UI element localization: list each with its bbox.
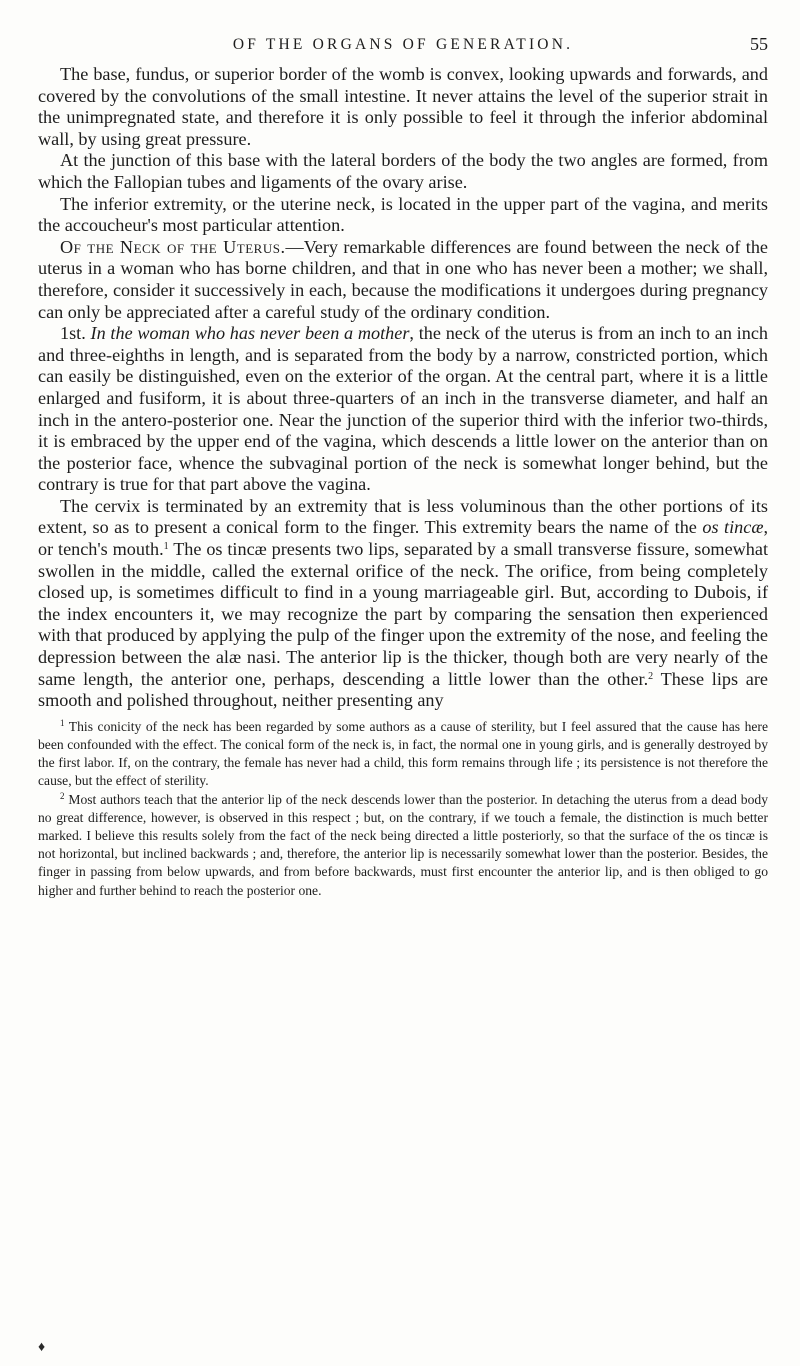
paragraph-text: , or tench's mouth. <box>38 517 769 560</box>
body-text <box>38 64 768 712</box>
footnote-ref-2: 2 <box>648 670 654 682</box>
enumeration: 1st. <box>60 323 91 344</box>
running-head <box>38 30 768 64</box>
paragraph-text: , the neck of the uterus is from an inch to an inch and three-eighths in length, and is separated from the body by a narrow, constricted portion, which can easily be distinguished, even on the exterior of the organ. At the central part, where it is a little enlarged and fusiform, it is about three-quarters of an inch in the transverse diameter, and half an inch in the antero-posterior one. Near the junction of the superior third with the inferior two-thirds, it is embraced by the upper end of the vagina, which descends a little lower on the anterior than on the posterior face, whence the subvaginal portion of the neck is somewhat longer behind, but the contrary is true for that part above the vagina. <box>38 323 768 495</box>
section-heading: Of the Neck of the Uterus. <box>60 236 286 257</box>
paragraph-inferior-extremity: The inferior extremity, or the uterine neck, is located in the upper part of the vagina, and merits the accoucheur's most particular attention. <box>38 193 768 236</box>
italic-term: os tincæ <box>702 517 764 538</box>
paragraph-never-mother <box>38 323 768 496</box>
footnote-mark: 2 <box>60 790 65 801</box>
paragraph-text: These lips are smooth and polished throughout, neither presenting any <box>38 668 769 711</box>
running-title: OF THE ORGANS OF GENERATION. <box>232 36 574 53</box>
footnote-2 <box>38 791 768 900</box>
footnote-ref-1: 1 <box>163 541 169 553</box>
diamond-mark-icon: ♦ <box>38 1340 46 1355</box>
book-page <box>38 30 768 900</box>
paragraph-fundus: The base, fundus, or superior border of the womb is convex, looking upwards and forwards, and covered by the convolutions of the small intestine. It never attains the level of the superior strait in the unimpregnated state, and therefore it is only possible to feel it through the inferior abdominal wall, by using great pressure. <box>38 64 768 149</box>
paragraph-text: The cervix is terminated by an extremity that is less voluminous than the other portions of its extent, so as to present a conical form to the finger. This extremity bears the name of the <box>38 495 768 538</box>
paragraph-text: The os tincæ presents two lips, separated by a small transverse fissure, somewhat swollen in the middle, called the external orifice of the neck. The orifice, from being completely closed up, is sometimes difficult to find in a young marriageable girl. But, according to Dubois, if the index encounters it, we may recognize the part by comparing the sensation then experienced with that produced by applying the pulp of the finger upon the extremity of the nose, and feeling the depression between the alæ nasi. The anterior lip is the thicker, though both are very nearly of the same length, the anterior one, perhaps, descending a little lower than the other. <box>38 539 768 689</box>
paragraph-text: —Very remarkable differences are found between the neck of the uterus in a woman who has borne children, and that in one who has never been a mother; we shall, therefore, consider it successively in each, because the modifications it undergoes during pregnancy can only be appreciated after a careful study of the ordinary condition. <box>38 236 768 322</box>
italic-phrase: In the woman who has never been a mother <box>90 323 410 344</box>
footnote-1 <box>38 718 768 791</box>
paragraph-neck-of-uterus <box>38 237 768 323</box>
footnotes <box>38 718 768 900</box>
page-number: 55 <box>750 34 768 54</box>
paragraph-cervix <box>38 496 768 712</box>
footnote-mark: 1 <box>60 717 65 728</box>
footnote-text: Most authors teach that the anterior lip of the neck descends lower than the posterior. In detaching the uterus from a dead body no great difference, however, is observed in this respect ; but, on the contrary, if we touch a female, the distinction is much better marked. I believe this results solely from the fact of the neck being directed a little posteriorly, so that the surface of the os tincæ is not horizontal, but inclined backwards ; and, therefore, the anterior lip is necessarily somewhat lower than the posterior. Besides, the finger in passing from below upwards, and from before backwards, must first encounter the anterior lip, and is then obliged to go higher and further behind to reach the posterior one. <box>38 791 768 898</box>
paragraph-angles: At the junction of this base with the lateral borders of the body the two angles are formed, from which the Fallopian tubes and ligaments of the ovary arise. <box>38 150 768 192</box>
footnote-text: This conicity of the neck has been regarded by some authors as a cause of sterility, but I feel assured that the cause has here been confounded with the effect. The conical form of the neck is, in fact, the normal one in young girls, and is generally destroyed by the first labor. If, on the contrary, the female has never had a child, this form remains through life ; its persistence is not therefore the cause, but the effect of sterility. <box>38 718 768 789</box>
